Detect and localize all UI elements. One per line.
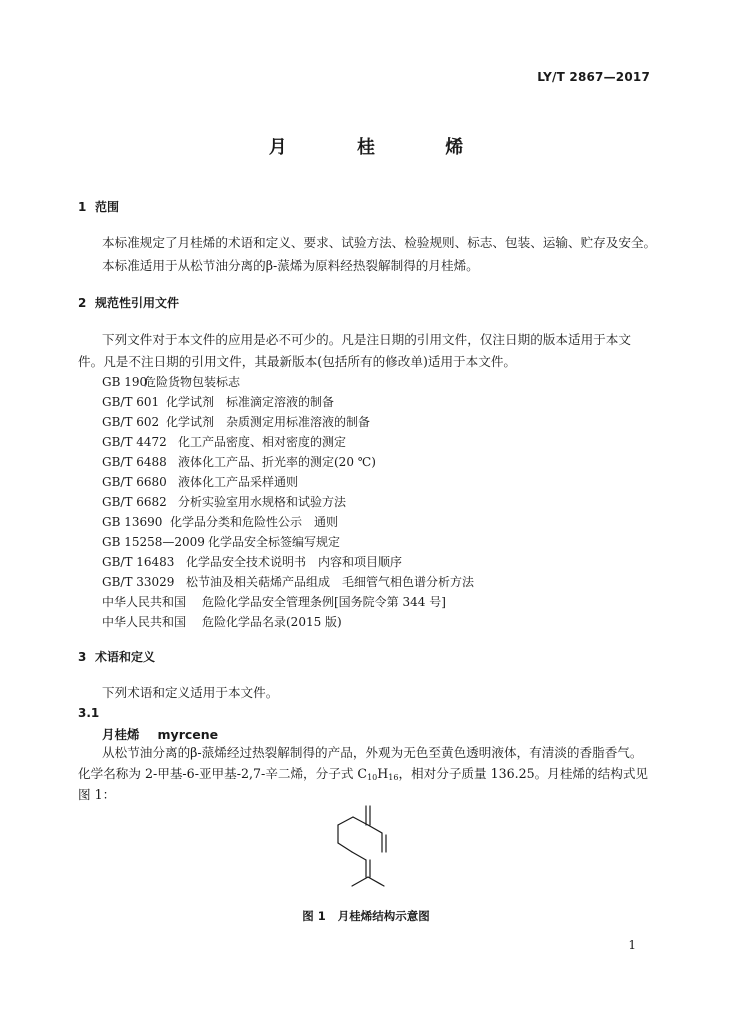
reference-title: 危险货物包装标志 — [144, 375, 241, 389]
definition-text-a: 化学名称为 2-甲基-6-亚甲基-2,7-辛二烯，分子式 C — [78, 766, 368, 781]
vinyl-bond — [368, 825, 382, 833]
reference-code: GB/T 4472 — [102, 435, 167, 449]
reference-title: 化学试剂 杂质测定用标准溶液的制备 — [166, 415, 371, 429]
reference-code: GB/T 601 — [102, 395, 160, 409]
definition-line-1: 从松节油分离的β-蒎烯经过热裂解制得的产品，外观为无色至黄色透明液体，有清淡的香脂香气。 — [102, 745, 643, 760]
formula-subscript-hydrogen: 16 — [388, 773, 399, 782]
figure-caption-text: 月桂烯结构示意图 — [337, 909, 430, 923]
section-1-heading — [78, 198, 119, 215]
reference-title: 松节油及相关萜烯产品组成 毛细管气相色谱分析方法 — [186, 575, 475, 589]
reference-code: GB/T 16483 — [102, 555, 175, 569]
section-2-title: 规范性引用文件 — [95, 296, 180, 310]
reference-item — [102, 513, 338, 530]
term-english: myrcene — [157, 727, 219, 742]
section-2-intro-line-1: 下列文件对于本文件的应用是必不可少的。凡是注日期的引用文件，仅注日期的版本适用于本文 — [102, 332, 631, 347]
section-2-intro-line-2: 件。凡是不注日期的引用文件，其最新版本(包括所有的修改单)适用于本文件。 — [78, 354, 517, 369]
section-2-heading — [78, 294, 179, 311]
reference-code: GB/T 33029 — [102, 575, 175, 589]
reference-code: 中华人民共和国 — [102, 595, 187, 609]
reference-title: 化工产品密度、相对密度的测定 — [178, 435, 347, 449]
section-1-paragraph-2: 本标准适用于从松节油分离的β-蒎烯为原料经热裂解制得的月桂烯。 — [102, 258, 479, 273]
reference-code: 中华人民共和国 — [102, 615, 187, 629]
methyl-bond — [368, 877, 384, 886]
section-3-intro: 下列术语和定义适用于本文件。 — [102, 685, 279, 700]
reference-title: 液体化工产品、折光率的测定(20 ℃) — [178, 455, 376, 469]
reference-code: GB 13690 — [102, 515, 163, 529]
figure-label: 图 1 — [302, 909, 326, 923]
section-3-heading — [78, 648, 155, 665]
definition-line-2 — [78, 765, 648, 787]
section-1-title: 范围 — [95, 200, 120, 214]
reference-item — [102, 413, 370, 430]
reference-item — [102, 573, 474, 590]
methyl-bond — [352, 877, 368, 886]
chain-bond — [338, 817, 353, 825]
definition-text-c: ，相对分子质量 136.25。月桂烯的结构式见 — [398, 766, 649, 781]
reference-title: 化学品安全技术说明书 内容和项目顺序 — [186, 555, 403, 569]
reference-code: GB 15258—2009 — [102, 535, 205, 549]
reference-item — [102, 373, 240, 390]
reference-item — [102, 593, 446, 610]
reference-code: GB/T 6488 — [102, 455, 167, 469]
reference-title: 液体化工产品采样通则 — [178, 475, 299, 489]
standard-code: LY/T 2867—2017 — [537, 70, 650, 84]
document-title: 月 桂 烯 — [268, 137, 496, 158]
term-entry — [102, 725, 218, 743]
reference-code: GB/T 6682 — [102, 495, 167, 509]
reference-item — [102, 453, 376, 470]
section-3-title: 术语和定义 — [95, 650, 156, 664]
reference-item — [102, 533, 340, 550]
reference-title: 化学品分类和危险性公示 通则 — [170, 515, 339, 529]
reference-code: GB 190 — [102, 375, 148, 389]
subsection-number: 3.1 — [78, 706, 100, 720]
definition-text-b: H — [377, 766, 389, 781]
reference-item — [102, 553, 402, 570]
reference-item — [102, 393, 334, 410]
reference-item — [102, 473, 298, 490]
reference-item — [102, 613, 342, 630]
section-1-paragraph-1: 本标准规定了月桂烯的术语和定义、要求、试验方法、检验规则、标志、包装、运输、贮存及安全。 — [102, 235, 657, 250]
reference-title: 化学试剂 标准滴定溶液的制备 — [166, 395, 335, 409]
figure-caption — [0, 908, 732, 924]
myrcene-structure-diagram — [330, 802, 410, 894]
page-number: 1 — [628, 938, 636, 952]
section-2-number: 2 — [78, 296, 87, 310]
reference-title: 危险化学品名录(2015 版) — [202, 615, 342, 629]
term-chinese: 月桂烯 — [102, 727, 140, 742]
section-3-number: 3 — [78, 650, 87, 664]
section-1-number: 1 — [78, 200, 87, 214]
chain-bond — [338, 843, 352, 852]
reference-title: 分析实验室用水规格和试验方法 — [178, 495, 347, 509]
reference-item — [102, 493, 346, 510]
chain-bond — [352, 852, 366, 860]
reference-code: GB/T 602 — [102, 415, 160, 429]
formula-subscript-carbon: 10 — [367, 773, 378, 782]
reference-code: GB/T 6680 — [102, 475, 167, 489]
reference-title: 危险化学品安全管理条例[国务院令第 344 号] — [202, 595, 446, 609]
reference-item — [102, 433, 346, 450]
reference-title: 化学品安全标签编写规定 — [208, 535, 341, 549]
definition-line-3: 图 1： — [78, 787, 116, 802]
